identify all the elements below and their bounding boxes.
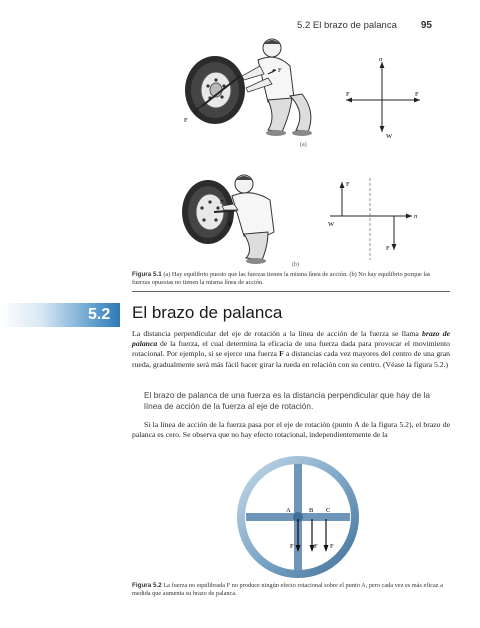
fig-a-left-force-label: F bbox=[346, 91, 350, 98]
page-number: 95 bbox=[420, 20, 432, 31]
fig-a-force-up-label: F bbox=[278, 67, 282, 74]
figure-5-2-text: La fuerza no equilibrada F no produce ningún efecto rotacional sobre el punto A, pero cada vez es más eficaz a medida que aumenta su brazo de palanca. bbox=[132, 582, 443, 597]
running-header bbox=[297, 20, 432, 31]
section-title: El brazo de palanca bbox=[132, 303, 283, 322]
figure-5-2-label: Figura 5.2 bbox=[132, 582, 162, 589]
fig-b-illustration bbox=[170, 166, 320, 266]
fig-a-normal-label: n bbox=[379, 56, 383, 63]
fig-a-force-diagram bbox=[338, 56, 428, 140]
figure-5-2-caption bbox=[132, 582, 450, 598]
force-f3-label: F bbox=[330, 543, 334, 550]
fig-b-force-up-label: F bbox=[220, 199, 224, 206]
para1-text-a: La distancia perpendicular del eje de rotación a la línea de acción de la fuerza se llama bbox=[132, 329, 422, 338]
figure-5-1-text: (a) Hay equilibrio puesto que las fuerzas tienen la misma línea de acción. (b) No hay equilibrio porque las fuerzas opuestas no tienen la misma línea de acción. bbox=[132, 271, 431, 286]
fig-b-label: (b) bbox=[292, 262, 299, 268]
fig-a-weight-label: W bbox=[386, 133, 393, 140]
force-f2-label: F bbox=[314, 543, 318, 550]
definition-text: El brazo de palanca de una fuerza es la distancia perpendicular que hay de la línea de acción de la fuerza al eje de rotación. bbox=[144, 390, 430, 411]
point-c-label: C bbox=[326, 507, 331, 514]
paragraph-2: Si la línea de acción de la fuerza pasa por el eje de rotación (punto A de la figura 5.2), el brazo de palanca es cero. Se observa que no hay efecto rotacional, independientemente de la bbox=[132, 420, 450, 440]
figure-5-2-wheel bbox=[224, 452, 372, 582]
fig-b-up-force-label: F bbox=[346, 181, 350, 188]
para1-text-c: a distancias cada vez mayores del centro de una gran rueda, gradualmente será más fácil hacer girar la rueda en relación con su centro. (Véase la figura 5.2.) bbox=[132, 349, 450, 369]
fig-b-force-diagram bbox=[322, 174, 422, 262]
fig-a-illustration bbox=[172, 34, 322, 146]
fig-a-label: (a) bbox=[300, 142, 307, 148]
point-b-label: B bbox=[309, 507, 314, 514]
fig-b-normal-label: n bbox=[414, 213, 418, 220]
fig-a-force-down-label: F bbox=[184, 117, 188, 124]
para1-text-b: de la fuerza, el cual determina la eficacia de una fuerza dada para provocar el movimiento rotacional. Por ejemplo, si se ejerce una fuerza bbox=[132, 339, 450, 359]
section-rule bbox=[132, 291, 450, 292]
header-section: 5.2 El brazo de palanca bbox=[297, 20, 397, 31]
figure-5-1-label: Figura 5.1 bbox=[132, 271, 162, 278]
fig-a-right-force-label: F bbox=[415, 91, 419, 98]
fig-b-down-force-label: F bbox=[386, 245, 390, 252]
point-a-label: A bbox=[286, 507, 291, 514]
force-f1-label: F bbox=[290, 543, 294, 550]
figure-5-1-caption bbox=[132, 271, 450, 287]
fig-b-weight-label: W bbox=[328, 221, 335, 228]
paragraph-1 bbox=[132, 329, 450, 370]
section-number: 5.2 bbox=[88, 306, 111, 323]
para1-term: brazo de palanca bbox=[132, 329, 450, 349]
para1-force-symbol: F bbox=[279, 349, 284, 359]
fig-b-force-down-label: F bbox=[228, 221, 232, 228]
mechanic-figure bbox=[242, 39, 312, 136]
